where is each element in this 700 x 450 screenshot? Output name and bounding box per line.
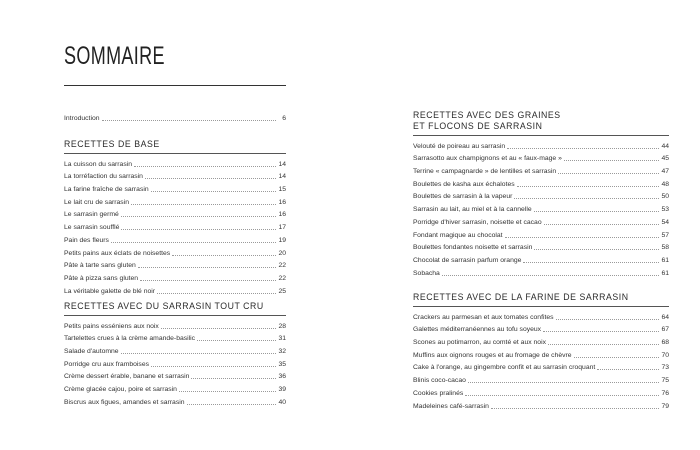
dot-leader bbox=[574, 356, 659, 358]
toc-entry-label: Introduction bbox=[64, 114, 100, 122]
section-heading bbox=[413, 110, 669, 132]
toc-entry[interactable] bbox=[64, 356, 286, 369]
toc-entry[interactable] bbox=[64, 245, 286, 258]
toc-entry[interactable] bbox=[413, 252, 669, 265]
toc-entry-page: 70 bbox=[661, 351, 669, 359]
toc-entry-page: 22 bbox=[278, 274, 286, 282]
toc-entry[interactable] bbox=[413, 334, 669, 347]
dot-leader bbox=[523, 261, 659, 263]
toc-entry-page: 15 bbox=[278, 186, 286, 194]
toc-entry-label: Crème glacée cajou, poire et sarrasin bbox=[64, 386, 177, 394]
toc-entry-page: 75 bbox=[661, 377, 669, 385]
toc-entry-page: 54 bbox=[661, 218, 669, 226]
dot-leader bbox=[187, 403, 276, 405]
toc-entry-label: La farine fraîche de sarrasin bbox=[64, 186, 149, 194]
dot-leader bbox=[131, 203, 276, 205]
toc-entry-page: 31 bbox=[278, 335, 286, 343]
dot-leader bbox=[151, 190, 276, 192]
toc-entry-page: 40 bbox=[278, 398, 286, 406]
toc-entry-page: 39 bbox=[278, 386, 286, 394]
toc-entry-label: Cookies pralinés bbox=[413, 389, 464, 397]
dot-leader bbox=[517, 185, 659, 187]
toc-entry-page: 20 bbox=[278, 249, 286, 257]
dot-leader bbox=[514, 197, 659, 199]
toc-entry[interactable] bbox=[64, 369, 286, 382]
section-graines-flocons bbox=[413, 110, 669, 278]
toc-entry-page: 76 bbox=[661, 389, 669, 397]
dot-leader bbox=[134, 165, 276, 167]
toc-entry[interactable] bbox=[413, 398, 669, 411]
dot-leader bbox=[179, 390, 276, 392]
toc-entry-label: Biscrus aux figues, amandes et sarrasin bbox=[64, 398, 185, 406]
toc-entry-label: Petits pains aux éclats de noisettes bbox=[64, 249, 171, 257]
toc-entry-page: 47 bbox=[661, 168, 669, 176]
toc-entry-page: 67 bbox=[661, 326, 669, 334]
toc-entry-label: Chocolat de sarrasin parfum orange bbox=[413, 256, 522, 264]
toc-entry-page: 17 bbox=[278, 224, 286, 232]
dot-leader bbox=[564, 159, 659, 161]
toc-entry[interactable] bbox=[64, 207, 286, 220]
section-heading-line: RECETTES AVEC DU SARRASIN TOUT CRU bbox=[64, 301, 264, 312]
title-divider bbox=[64, 85, 286, 86]
toc-entry[interactable] bbox=[64, 283, 286, 296]
dot-leader bbox=[491, 407, 659, 409]
toc-entry-page: 58 bbox=[661, 244, 669, 252]
toc-entry-label: Velouté de poireau au sarrasin bbox=[413, 142, 506, 150]
toc-entry-page: 14 bbox=[278, 160, 286, 168]
section-heading bbox=[64, 301, 286, 312]
dot-leader bbox=[558, 172, 659, 174]
toc-entry-page: 61 bbox=[661, 269, 669, 277]
section-divider bbox=[64, 153, 286, 154]
toc-entry-label: Sarrasin au lait, au miel et à la cannelle bbox=[413, 206, 532, 214]
section-heading-line: RECETTES AVEC DE LA FARINE DE SARRASIN bbox=[413, 292, 629, 303]
toc-entry-label: Muffins aux oignons rouges et au fromage de chèvre bbox=[413, 351, 572, 359]
section-heading-line: ET FLOCONS DE SARRASIN bbox=[413, 121, 543, 132]
toc-entry-page: 64 bbox=[661, 313, 669, 321]
dot-leader bbox=[157, 292, 276, 294]
toc-entry-page: 53 bbox=[661, 206, 669, 214]
section-heading bbox=[413, 292, 669, 303]
section-divider bbox=[413, 135, 669, 136]
toc-entry[interactable] bbox=[64, 331, 286, 344]
dot-leader bbox=[197, 339, 276, 341]
toc-entry-page: 19 bbox=[278, 236, 286, 244]
toc-entry[interactable] bbox=[413, 240, 669, 253]
toc-entry[interactable] bbox=[413, 227, 669, 240]
toc-entry-label: Crème dessert érable, banane et sarrasin bbox=[64, 373, 190, 381]
section-entry-list bbox=[64, 318, 286, 407]
toc-entry-label: Madeleines café-sarrasin bbox=[413, 402, 489, 410]
toc-entry-page: 79 bbox=[661, 402, 669, 410]
dot-leader bbox=[544, 223, 659, 225]
dot-leader bbox=[102, 119, 276, 121]
toc-entry-label: Tartelettes crues à la crème amande-basilic bbox=[64, 335, 196, 343]
right-page bbox=[350, 0, 700, 450]
dot-leader bbox=[556, 318, 659, 320]
dot-leader bbox=[548, 343, 659, 345]
dot-leader bbox=[543, 330, 659, 332]
toc-entry-page: 57 bbox=[661, 231, 669, 239]
toc-entry-page: 73 bbox=[661, 364, 669, 372]
toc-entry-label: Blinis coco-cacao bbox=[413, 377, 466, 385]
toc-entry-label: Le sarrasin soufflé bbox=[64, 224, 120, 232]
toc-entry[interactable] bbox=[413, 265, 669, 278]
toc-entry[interactable] bbox=[413, 138, 669, 151]
toc-entry-page: 6 bbox=[282, 114, 286, 122]
section-entry-list bbox=[413, 309, 669, 411]
toc-entry[interactable] bbox=[413, 385, 669, 398]
toc-entry-page: 22 bbox=[278, 262, 286, 270]
toc-entry-label: Boulettes de sarrasin à la vapeur bbox=[413, 193, 513, 201]
dot-leader bbox=[191, 377, 276, 379]
toc-entry[interactable] bbox=[413, 176, 669, 189]
toc-entry[interactable] bbox=[413, 163, 669, 176]
toc-entry-page: 44 bbox=[661, 142, 669, 150]
toc-entry-label: Cake à l'orange, au gingembre confit et au sarrasin croquant bbox=[413, 364, 596, 372]
dot-leader bbox=[145, 177, 276, 179]
toc-entry-introduction[interactable] bbox=[64, 110, 286, 123]
intro-entry-wrap bbox=[64, 110, 286, 123]
toc-entry-label: Le sarrasin germé bbox=[64, 211, 119, 219]
section-divider bbox=[413, 306, 669, 307]
toc-entry-page: 35 bbox=[278, 360, 286, 368]
dot-leader bbox=[465, 394, 659, 396]
toc-entry[interactable] bbox=[413, 201, 669, 214]
section-heading-line: RECETTES DE BASE bbox=[64, 139, 160, 150]
toc-entry[interactable] bbox=[64, 219, 286, 232]
toc-entry[interactable] bbox=[64, 181, 286, 194]
section-entry-list bbox=[64, 156, 286, 296]
toc-entry-page: 25 bbox=[278, 287, 286, 295]
toc-entry[interactable] bbox=[64, 343, 286, 356]
toc-entry-label: La véritable galette de blé noir bbox=[64, 287, 156, 295]
toc-entry-page: 28 bbox=[278, 322, 286, 330]
toc-entry-label: La torréfaction du sarrasin bbox=[64, 173, 143, 181]
toc-entry-label: Porridge cru aux framboises bbox=[64, 360, 149, 368]
toc-entry[interactable] bbox=[64, 194, 286, 207]
toc-entry-label: Boulettes de kasha aux échalotes bbox=[413, 180, 515, 188]
toc-entry-page: 68 bbox=[661, 339, 669, 347]
toc-entry[interactable] bbox=[413, 309, 669, 322]
section-entry-list bbox=[413, 138, 669, 278]
dot-leader bbox=[121, 352, 276, 354]
toc-entry[interactable] bbox=[64, 394, 286, 407]
dot-leader bbox=[534, 210, 659, 212]
toc-entry-label: Pâte à tarte sans gluten bbox=[64, 262, 136, 270]
section-farine-sarrasin bbox=[413, 292, 669, 411]
toc-entry[interactable] bbox=[64, 232, 286, 245]
toc-entry-label: Pâte à pizza sans gluten bbox=[64, 274, 139, 282]
section-sarrasin-tout-cru bbox=[64, 301, 286, 407]
dot-leader bbox=[121, 228, 276, 230]
section-heading-line: RECETTES AVEC DES GRAINES bbox=[413, 110, 561, 121]
toc-entry[interactable] bbox=[413, 322, 669, 335]
toc-entry[interactable] bbox=[413, 372, 669, 385]
toc-entry-page: 50 bbox=[661, 193, 669, 201]
toc-entry-label: Galettes méditerranéennes au tofu soyeux bbox=[413, 326, 542, 334]
toc-entry-label: Boulettes fondantes noisette et sarrasin bbox=[413, 244, 533, 252]
section-heading bbox=[64, 139, 286, 150]
toc-entry[interactable] bbox=[64, 381, 286, 394]
dot-leader bbox=[505, 236, 659, 238]
toc-entry-label: Fondant magique au chocolat bbox=[413, 231, 503, 239]
toc-entry-label: Scones au potimarron, au comté et aux noix bbox=[413, 339, 546, 347]
toc-entry[interactable] bbox=[64, 258, 286, 271]
toc-entry-label: Sarrasotto aux champignons et au « faux-mage » bbox=[413, 155, 562, 163]
toc-entry[interactable] bbox=[64, 156, 286, 169]
toc-entry[interactable] bbox=[64, 169, 286, 182]
toc-entry-label: Sobacha bbox=[413, 269, 440, 277]
dot-leader bbox=[442, 274, 659, 276]
section-recettes-de-base bbox=[64, 139, 286, 296]
toc-entry-label: Petits pains esséniens aux noix bbox=[64, 322, 159, 330]
toc-entry-label: Pain des fleurs bbox=[64, 236, 109, 244]
toc-entry-label: Le lait cru de sarrasin bbox=[64, 198, 129, 206]
toc-entry-page: 61 bbox=[661, 256, 669, 264]
toc-entry-label: Salade d'automne bbox=[64, 348, 119, 356]
toc-entry[interactable] bbox=[413, 151, 669, 164]
dot-leader bbox=[138, 266, 276, 268]
toc-entry-label: Porridge d'hiver sarrasin, noisette et cacao bbox=[413, 218, 542, 226]
toc-entry[interactable] bbox=[413, 360, 669, 373]
dot-leader bbox=[111, 241, 276, 243]
page-title: SOMMAIRE bbox=[64, 42, 165, 70]
toc-entry-page: 16 bbox=[278, 198, 286, 206]
toc-entry-page: 32 bbox=[278, 348, 286, 356]
toc-entry[interactable] bbox=[413, 214, 669, 227]
toc-entry-label: La cuisson du sarrasin bbox=[64, 160, 133, 168]
toc-entry[interactable] bbox=[64, 270, 286, 283]
toc-entry-label: Crackers au parmesan et aux tomates confites bbox=[413, 313, 554, 321]
dot-leader bbox=[161, 327, 276, 329]
dot-leader bbox=[121, 215, 276, 217]
toc-entry-page: 16 bbox=[278, 211, 286, 219]
toc-entry[interactable] bbox=[413, 347, 669, 360]
toc-entry-page: 45 bbox=[661, 155, 669, 163]
toc-entry[interactable] bbox=[413, 189, 669, 202]
dot-leader bbox=[597, 368, 659, 370]
dot-leader bbox=[140, 279, 276, 281]
dot-leader bbox=[507, 147, 659, 149]
toc-entry-page: 36 bbox=[278, 373, 286, 381]
toc-entry-page: 14 bbox=[278, 173, 286, 181]
dot-leader bbox=[172, 254, 276, 256]
dot-leader bbox=[534, 248, 659, 250]
toc-entry[interactable] bbox=[64, 318, 286, 331]
dot-leader bbox=[468, 381, 659, 383]
toc-entry-page: 48 bbox=[661, 180, 669, 188]
toc-entry-label: Terrine « campagnarde » de lentilles et sarrasin bbox=[413, 168, 557, 176]
section-divider bbox=[64, 315, 286, 316]
dot-leader bbox=[151, 365, 276, 367]
